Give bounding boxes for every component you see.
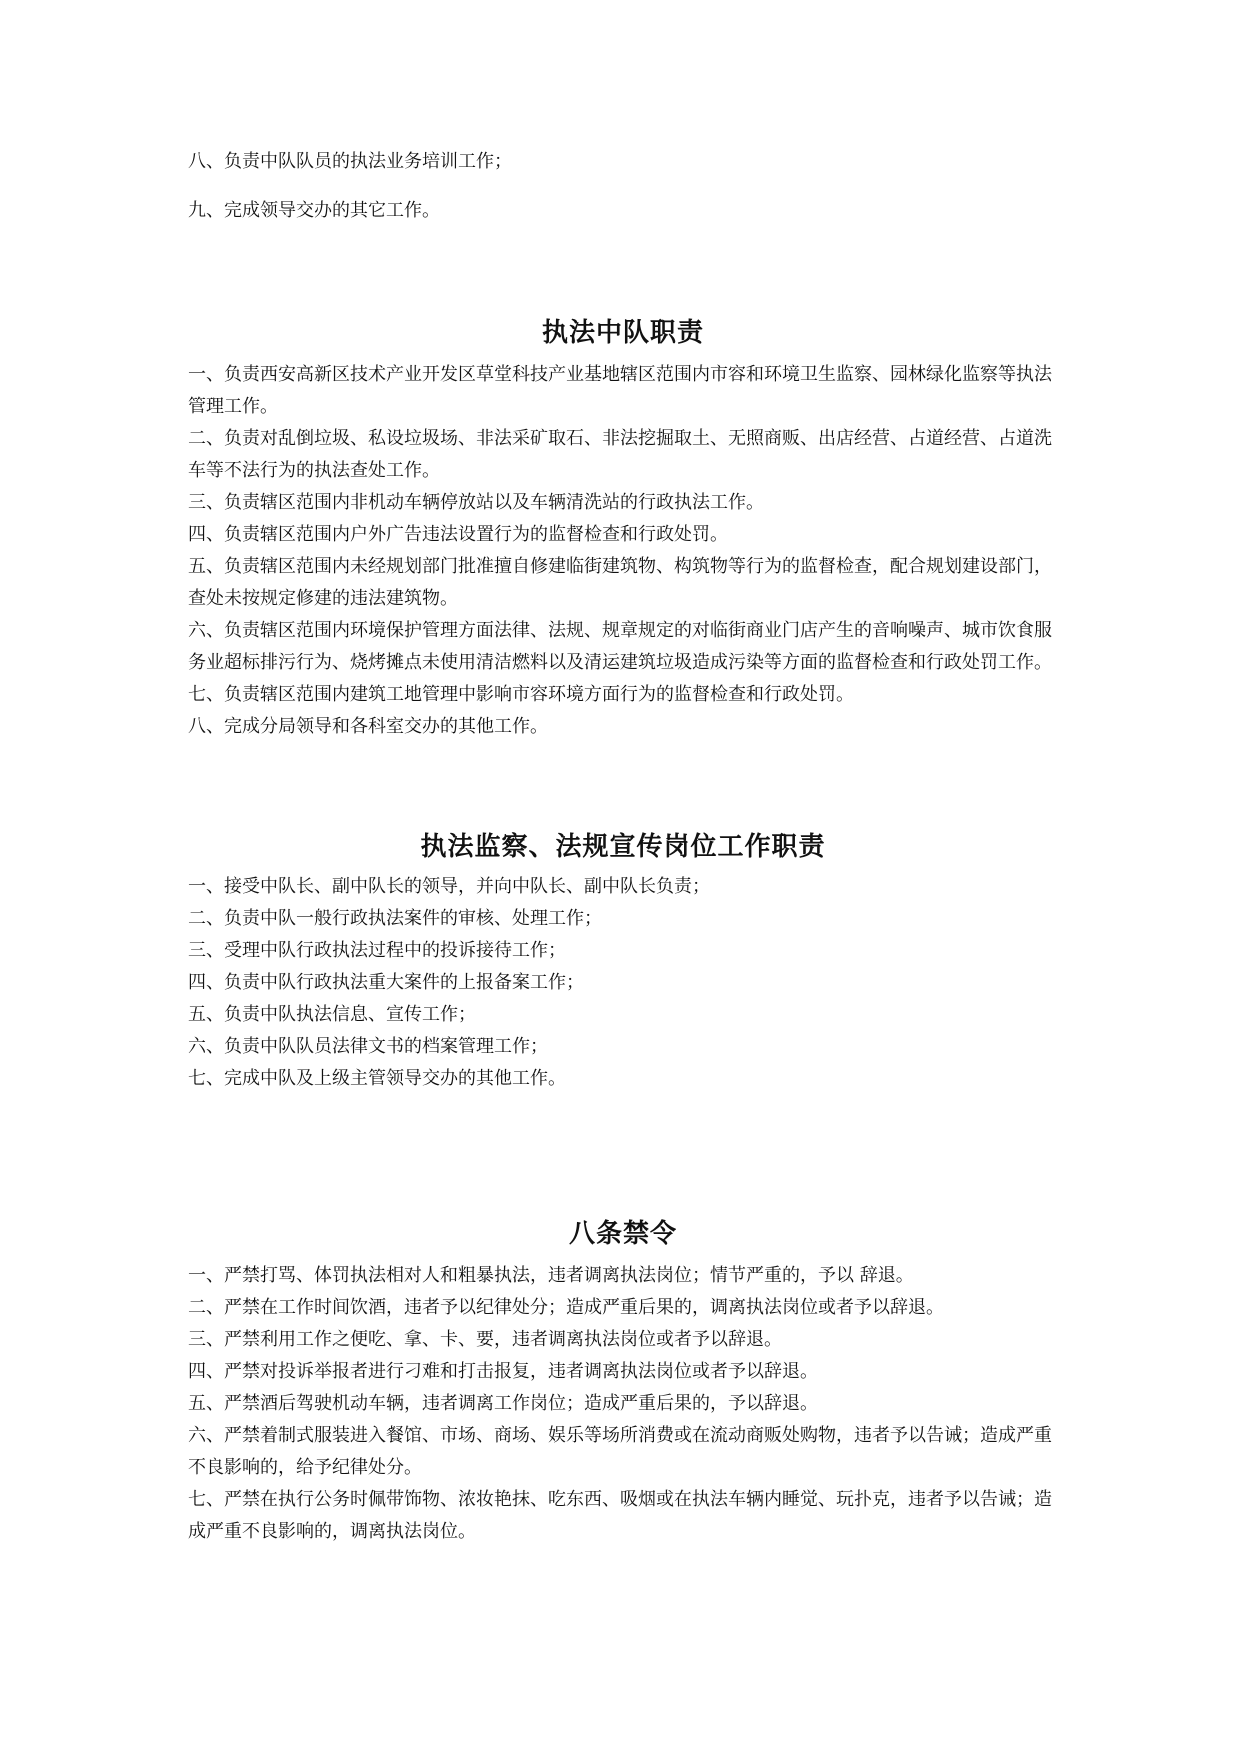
list-item: 一、接受中队长、副中队长的领导，并向中队长、副中队长负责； xyxy=(188,876,710,897)
list-item: 二、负责对乱倒垃圾、私设垃圾场、非法采矿取石、非法挖掘取土、无照商贩、出店经营、占道经营、占道洗车等不法行为的执法查处工作。 xyxy=(188,428,1052,481)
list-item: 八、负责中队队员的执法业务培训工作； xyxy=(188,151,512,172)
list-item: 九、完成领导交办的其它工作。 xyxy=(188,200,440,221)
list-item: 三、负责辖区范围内非机动车辆停放站以及车辆清洗站的行政执法工作。 xyxy=(188,492,764,513)
list-item: 七、严禁在执行公务时佩带饰物、浓妆艳抹、吃东西、吸烟或在执法车辆内睡觉、玩扑克，违者予以告诫；造成严重不良影响的，调离执法岗位。 xyxy=(188,1489,1052,1542)
list-item: 四、负责辖区范围内户外广告违法设置行为的监督检查和行政处罚。 xyxy=(188,524,728,545)
list-item: 八、完成分局领导和各科室交办的其他工作。 xyxy=(188,716,548,737)
list-item: 四、严禁对投诉举报者进行刁难和打击报复，违者调离执法岗位或者予以辞退。 xyxy=(188,1361,818,1382)
list-item: 五、负责辖区范围内未经规划部门批准擅自修建临街建筑物、构筑物等行为的监督检查，配合规划建设部门，查处未按规定修建的违法建筑物。 xyxy=(188,556,1052,609)
list-item: 七、负责辖区范围内建筑工地管理中影响市容环境方面行为的监督检查和行政处罚。 xyxy=(188,684,854,705)
section-squad-duties xyxy=(188,312,1058,743)
list-item: 一、严禁打骂、体罚执法相对人和粗暴执法，违者调离执法岗位；情节严重的，予以 辞退。 xyxy=(188,1265,914,1286)
duties-list xyxy=(188,871,1058,1095)
list-item: 二、严禁在工作时间饮酒，违者予以纪律处分；造成严重后果的，调离执法岗位或者予以辞退。 xyxy=(188,1297,944,1318)
list-item: 三、严禁利用工作之便吃、拿、卡、要，违者调离执法岗位或者予以辞退。 xyxy=(188,1329,782,1350)
list-item: 四、负责中队行政执法重大案件的上报备案工作； xyxy=(188,972,584,993)
list-item: 六、负责中队队员法律文书的档案管理工作； xyxy=(188,1036,548,1057)
section-inspection-duties xyxy=(188,826,1058,1095)
list-item: 六、严禁着制式服装进入餐馆、市场、商场、娱乐等场所消费或在流动商贩处购物，违者予以告诫；造成严重不良影响的，给予纪律处分。 xyxy=(188,1425,1052,1478)
list-item: 二、负责中队一般行政执法案件的审核、处理工作； xyxy=(188,908,602,929)
section-eight-prohibitions xyxy=(188,1213,1058,1548)
section-heading: 执法监察、法规宣传岗位工作职责 xyxy=(420,832,826,862)
list-item: 五、严禁酒后驾驶机动车辆，违者调离工作岗位；造成严重后果的，予以辞退。 xyxy=(188,1393,818,1414)
list-item: 七、完成中队及上级主管领导交办的其他工作。 xyxy=(188,1068,566,1089)
list-item: 三、受理中队行政执法过程中的投诉接待工作； xyxy=(188,940,566,961)
section-heading: 执法中队职责 xyxy=(541,318,704,348)
section-heading: 八条禁令 xyxy=(568,1219,677,1249)
intro-list xyxy=(188,146,1058,244)
list-item: 六、负责辖区范围内环境保护管理方面法律、法规、规章规定的对临街商业门店产生的音响噪声、城市饮食服务业超标排污行为、烧烤摊点未使用清洁燃料以及清运建筑垃圾造成污染等方面的监督检查和行政处罚工作。 xyxy=(188,620,1052,673)
list-item: 一、负责西安高新区技术产业开发区草堂科技产业基地辖区范围内市容和环境卫生监察、园林绿化监察等执法管理工作。 xyxy=(188,364,1052,417)
list-item: 五、负责中队执法信息、宣传工作； xyxy=(188,1004,476,1025)
document-page xyxy=(188,0,1058,1754)
duties-list xyxy=(188,359,1058,743)
prohibitions-list xyxy=(188,1260,1058,1548)
